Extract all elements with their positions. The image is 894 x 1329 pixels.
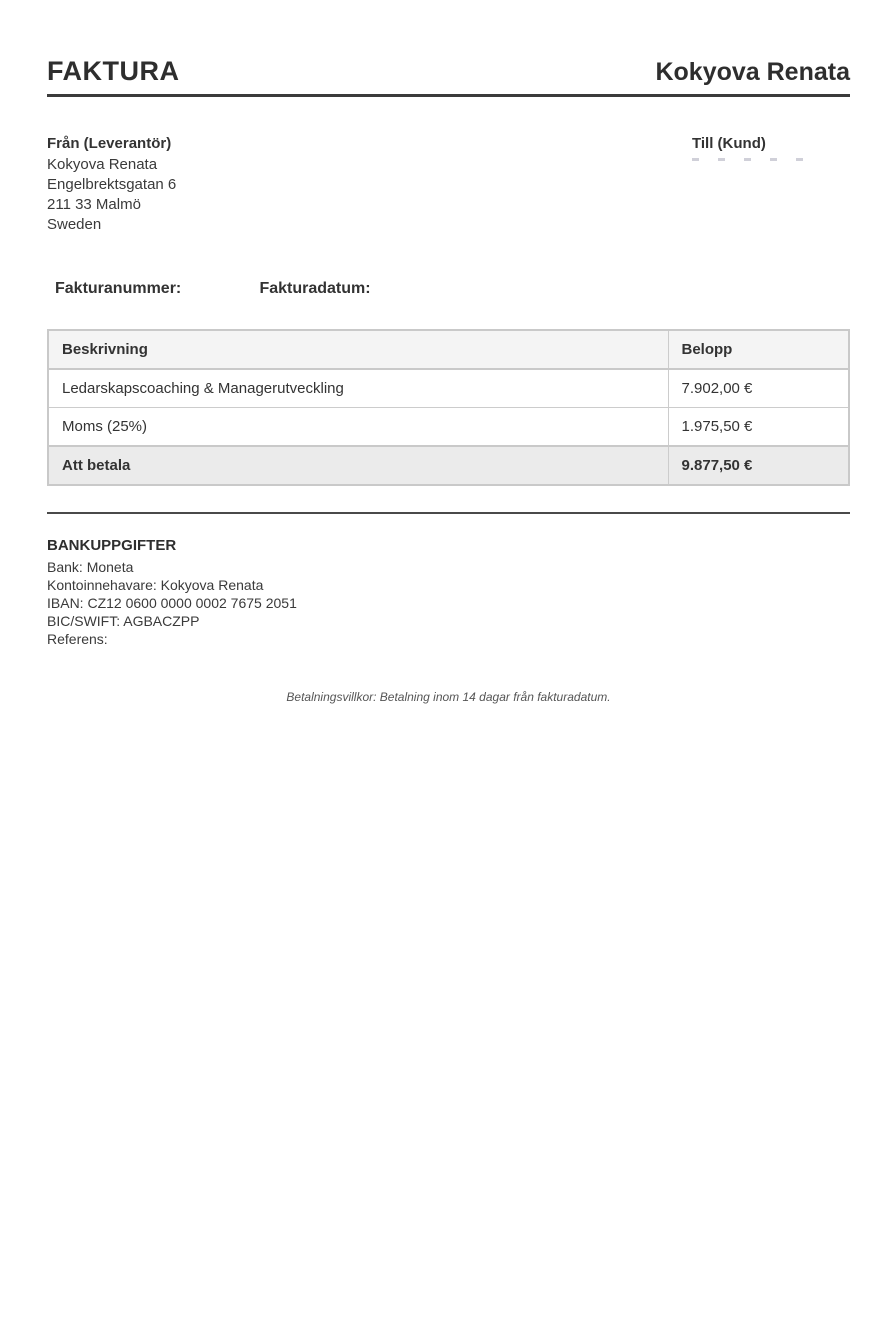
bank-line-account-holder: Kontoinnehavare: Kokyova Renata xyxy=(47,577,264,593)
from-label: Från (Leverantör) xyxy=(47,135,172,152)
table-header-row xyxy=(48,330,849,369)
table-row xyxy=(48,408,849,447)
parties-section xyxy=(47,135,850,235)
page-title: FAKTURA xyxy=(47,56,180,86)
table-row xyxy=(48,369,849,408)
total-amount-cell: 9.877,50 € xyxy=(668,446,849,485)
column-header-amount: Belopp xyxy=(668,330,849,369)
company-name: Kokyova Renata xyxy=(655,58,850,86)
bank-line-bic-swift: BIC/SWIFT: AGBACZPP xyxy=(47,613,200,629)
from-line-city: 211 33 Malmö xyxy=(47,196,141,213)
total-label-cell: Att betala xyxy=(48,446,668,485)
invoice-page xyxy=(0,56,894,704)
total-row xyxy=(48,446,849,485)
payment-terms: Betalningsvillkor: Betalning inom 14 dagar från fakturadatum. xyxy=(286,690,611,704)
from-line-name: Kokyova Renata xyxy=(47,156,158,173)
bank-line-reference: Referens: xyxy=(47,631,108,647)
column-header-description: Beskrivning xyxy=(48,330,668,369)
to-section xyxy=(692,135,850,235)
from-line-country: Sweden xyxy=(47,216,102,233)
invoice-header xyxy=(47,56,850,97)
from-section xyxy=(47,135,176,235)
amount-cell: 1.975,50 € xyxy=(668,408,849,447)
from-line-street: Engelbrektsgatan 6 xyxy=(47,176,177,193)
bank-line-bank: Bank: Moneta xyxy=(47,559,134,575)
description-cell: Ledarskapscoaching & Managerutveckling xyxy=(48,369,668,408)
line-items-table xyxy=(47,329,850,486)
amount-cell: 7.902,00 € xyxy=(668,369,849,408)
invoice-number-label: Fakturanummer: xyxy=(55,280,182,297)
description-cell: Moms (25%) xyxy=(48,408,668,447)
bank-details-heading: BANKUPPGIFTER xyxy=(47,537,177,554)
redacted-text-artifact xyxy=(692,158,810,161)
bank-details-section xyxy=(47,537,850,648)
invoice-date-label: Fakturadatum: xyxy=(259,280,371,297)
invoice-meta-row xyxy=(55,280,850,298)
bank-line-iban: IBAN: CZ12 0600 0000 0002 7675 2051 xyxy=(47,595,297,611)
section-divider xyxy=(47,512,850,514)
to-label: Till (Kund) xyxy=(692,135,766,152)
